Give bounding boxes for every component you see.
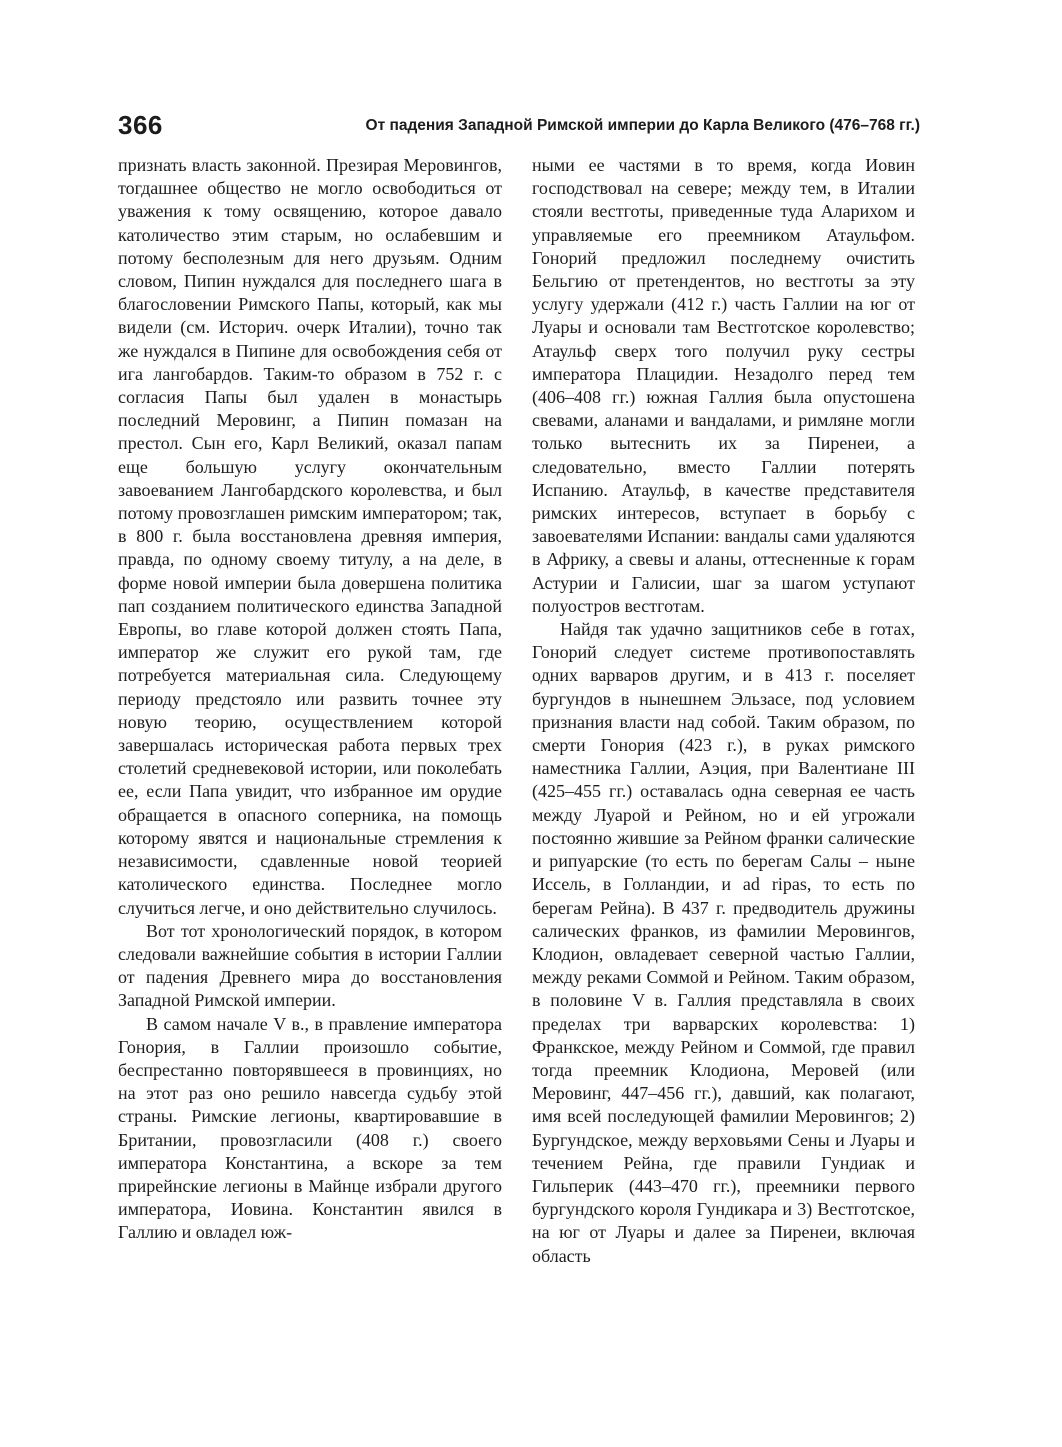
paragraph: Найдя так удачно защитников себе в готах, Гонорий следует системе противопоставлять одних варваров другим, и в 413 г. поселяет бургундов в нынешнем Эльзасе, под условием признания власти над собой. Таким образом, по смерти Гонория (423 г.), в руках римского наместника Галлии, Аэция, при Валентиане III (425–455 гг.) оставалась одна северная ее часть между Луарой и Рейном, но и ей угрожали постоянно жившие за Рейном франки салические и рипуарские (то есть по берегам Салы – ныне Иссель, в Голландии, и ad ripas, то есть по берегам Рейна). В 437 г. предводитель дружины салических франков, из фамилии Меровингов, Клодион, овладевает северной частью Галлии, между реками Соммой и Рейном. Таким образом, в половине V в. Галлия представляла в своих пределах три варварских королевства: 1) Франкское, между Рейном и Соммой, где правил тогда преемник Клодиона, Меровей (или Меровинг, 447–456 гг.), давший, как полагают, имя всей последующей фамилии Меровингов; 2) Бургундское, между верховьями Сены и Луары и течением Рейна, где правили Гундиак и Гильперик (443–470 гг.), преемники первого бургундского короля Гундикара и 3) Вестготское, на юг от Луары и далее за Пиренеи, включая область [532, 619, 915, 1266]
left-column [118, 154, 502, 1245]
page-header [118, 110, 920, 144]
paragraph: ными ее частями в то время, когда Иовин господствовал на севере; между тем, в Италии стояли вестготы, приведенные туда Аларихом и управляемые его преемником Атаульфом. Гонорий предложил последнему очистить Бельгию от претендентов, но вестготы за эту услугу удержали (412 г.) часть Галлии на юг от Луары и основали там Вестготское королевство; Атаульф сверх того получил руку сестры императора Плацидии. Незадолго перед тем (406–408 гг.) южная Галлия была опустошена свевами, аланами и вандалами, и римляне могли только вытеснить их за Пиренеи, а следовательно, вместо Галлии потерять Испанию. Атаульф, в качестве представителя римских интересов, вступает в борьбу с завоевателями Испании: вандалы сами удаляются в Африку, а свевы и аланы, оттесненные к горам Астурии и Галисии, шаг за шагом уступают полуостров вестготам. [532, 155, 915, 616]
paragraph: Вот тот хронологический порядок, в котором следовали важнейшие события в истории Галлии от падения Древнего мира до восстановления Западной Римской империи. [118, 920, 502, 1011]
right-column [532, 154, 915, 1268]
paragraph: признать власть законной. Презирая Меровингов, тогдашнее общество не могло освободиться от уважения к тому освящению, которое давало католичество этим старым, но ослабевшим и потому бесполезным для него друзьям. Одним словом, Пипин нуждался для последнего шага в благословении Римского Папы, который, как мы видели (см. Историч. очерк Италии), точно так же нуждался в Пипине для освобождения себя от ига лангобардов. Таким-то образом в 752 г. с согласия Папы был удален в монастырь последний Меровинг, а Пипин помазан на престол. Сын его, Карл Великий, оказал папам еще большую услугу окончательным завоеванием Лангобардского королевства, и был потому провозглашен римским императором; так, в 800 г. была восстановлена древняя империя, правда, по одному своему титулу, а на деле, в форме новой империи была довершена политика пап созданием политического единства Западной Европы, во главе которой должен стоять Папа, император же служит его рукой там, где потребуется материальная сила. Следующему периоду предстояло или развить точнее эту новую теорию, осуществлением которой завершалась историческая работа первых трех столетий средневековой истории, или поколебать ее, если Папа увидит, что избранное им орудие обращается в опасного соперника, на помощь которому явятся и национальные стремления к независимости, сдавленные новой теорией католического единства. Последнее могло случиться легче, и оно действительно случилось. [118, 155, 502, 918]
running-title: От падения Западной Римской империи до Карла Великого (476–768 гг.) [365, 117, 920, 134]
paragraph: В самом начале V в., в правление императора Гонория, в Галлии произошло событие, беспрестанно повторявшееся в провинциях, но на этот раз оно решило навсегда судьбу этой страны. Римские легионы, квартировавшие в Британии, провозгласили (408 г.) своего императора Константина, а вскоре за тем прирейнские легионы в Майнце избрали другого императора, Иовина. Константин явился в Галлию и овладел юж- [118, 1013, 502, 1243]
page-number: 366 [118, 110, 163, 140]
